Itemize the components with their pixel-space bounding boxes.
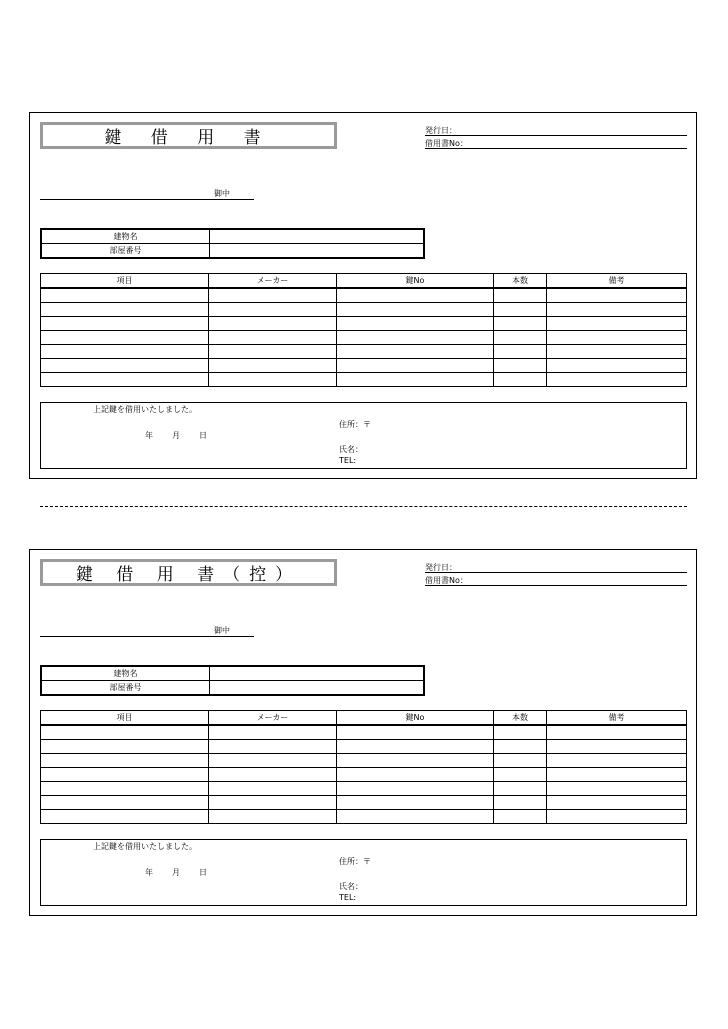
table-cell[interactable] xyxy=(209,331,337,345)
form-number-label: 借用書No： xyxy=(425,576,468,585)
building-name-field[interactable] xyxy=(210,666,425,681)
table-cell[interactable] xyxy=(209,288,337,303)
room-number-field[interactable] xyxy=(210,244,425,259)
building-name-label: 建物名 xyxy=(41,229,210,244)
table-cell[interactable] xyxy=(209,782,337,796)
table-cell[interactable] xyxy=(337,331,494,345)
table-cell[interactable] xyxy=(494,288,547,303)
table-cell[interactable] xyxy=(494,754,547,768)
name-label: 氏名： xyxy=(339,882,363,891)
table-cell[interactable] xyxy=(41,768,209,782)
column-header-maker: メーカー xyxy=(209,274,337,289)
column-header-maker: メーカー xyxy=(209,711,337,726)
key-items-table xyxy=(40,273,687,387)
statement-text: 上記鍵を借用いたしました。 xyxy=(93,405,197,414)
recipient-field[interactable] xyxy=(40,188,254,200)
table-row xyxy=(41,782,687,796)
table-cell[interactable] xyxy=(209,810,337,824)
tel-label: TEL: xyxy=(339,456,357,465)
room-number-row xyxy=(41,681,424,696)
date-month-label: 月 xyxy=(172,868,180,877)
table-row xyxy=(41,359,687,373)
form-title: 鍵 借 用 書 xyxy=(104,128,273,148)
table-cell[interactable] xyxy=(337,810,494,824)
table-cell[interactable] xyxy=(41,303,209,317)
table-cell[interactable] xyxy=(209,345,337,359)
table-cell[interactable] xyxy=(547,331,687,345)
table-cell[interactable] xyxy=(41,754,209,768)
table-cell[interactable] xyxy=(494,331,547,345)
table-cell[interactable] xyxy=(547,373,687,387)
issue-date-field[interactable] xyxy=(425,561,687,573)
column-header-item: 項目 xyxy=(41,711,209,726)
table-row xyxy=(41,317,687,331)
table-row xyxy=(41,345,687,359)
key-loan-form-copy xyxy=(29,549,697,916)
table-cell[interactable] xyxy=(494,303,547,317)
table-cell[interactable] xyxy=(209,740,337,754)
key-items-table xyxy=(40,710,687,824)
cut-line xyxy=(40,506,687,507)
form-number-field[interactable] xyxy=(425,137,687,149)
table-cell[interactable] xyxy=(337,740,494,754)
table-cell[interactable] xyxy=(209,373,337,387)
form-number-label: 借用書No： xyxy=(425,139,468,148)
column-header-key-no: 鍵No xyxy=(337,711,494,726)
date-year-label: 年 xyxy=(145,431,153,440)
address-label: 住所：〒 xyxy=(339,857,371,866)
issue-date-field[interactable] xyxy=(425,124,687,136)
table-cell[interactable] xyxy=(494,740,547,754)
table-cell[interactable] xyxy=(41,782,209,796)
table-cell[interactable] xyxy=(41,796,209,810)
table-cell[interactable] xyxy=(494,768,547,782)
table-header-row xyxy=(41,274,687,289)
building-name-field[interactable] xyxy=(210,229,425,244)
table-cell[interactable] xyxy=(337,345,494,359)
date-month-label: 月 xyxy=(172,431,180,440)
table-cell[interactable] xyxy=(337,373,494,387)
table-cell[interactable] xyxy=(547,768,687,782)
table-cell[interactable] xyxy=(41,359,209,373)
signature-box xyxy=(40,402,687,469)
table-cell[interactable] xyxy=(547,359,687,373)
column-header-quantity: 本数 xyxy=(494,274,547,289)
key-loan-form xyxy=(29,112,697,479)
recipient-suffix: 御中 xyxy=(214,626,230,635)
issue-date-label: 発行日： xyxy=(425,563,457,572)
recipient-suffix: 御中 xyxy=(214,189,230,198)
room-number-label: 部屋番号 xyxy=(41,244,210,259)
table-cell[interactable] xyxy=(494,373,547,387)
table-cell[interactable] xyxy=(494,782,547,796)
building-table xyxy=(40,228,425,259)
tel-label: TEL: xyxy=(339,893,357,902)
building-name-label: 建物名 xyxy=(41,666,210,681)
table-row xyxy=(41,331,687,345)
date-year-label: 年 xyxy=(145,868,153,877)
building-table xyxy=(40,665,425,696)
table-cell[interactable] xyxy=(209,796,337,810)
table-row xyxy=(41,288,687,303)
address-label: 住所：〒 xyxy=(339,420,371,429)
building-name-row xyxy=(41,229,424,244)
table-cell[interactable] xyxy=(41,317,209,331)
table-cell[interactable] xyxy=(547,810,687,824)
table-row xyxy=(41,740,687,754)
table-cell[interactable] xyxy=(547,345,687,359)
column-header-item: 項目 xyxy=(41,274,209,289)
table-cell[interactable] xyxy=(547,317,687,331)
table-cell[interactable] xyxy=(337,288,494,303)
table-cell[interactable] xyxy=(337,725,494,740)
table-cell[interactable] xyxy=(547,725,687,740)
building-name-row xyxy=(41,666,424,681)
form-number-field[interactable] xyxy=(425,574,687,586)
title-box xyxy=(40,559,337,586)
table-cell[interactable] xyxy=(547,754,687,768)
table-cell[interactable] xyxy=(209,303,337,317)
recipient-field[interactable] xyxy=(40,625,254,637)
table-cell[interactable] xyxy=(41,373,209,387)
table-cell[interactable] xyxy=(209,754,337,768)
title-box xyxy=(40,122,337,149)
table-row xyxy=(41,725,687,740)
column-header-remarks: 備考 xyxy=(547,711,687,726)
date-day-label: 日 xyxy=(199,868,207,877)
table-cell[interactable] xyxy=(494,796,547,810)
table-cell[interactable] xyxy=(494,359,547,373)
table-cell[interactable] xyxy=(494,317,547,331)
name-label: 氏名： xyxy=(339,445,363,454)
table-row xyxy=(41,754,687,768)
table-cell[interactable] xyxy=(337,303,494,317)
table-cell[interactable] xyxy=(41,288,209,303)
table-cell[interactable] xyxy=(209,725,337,740)
room-number-field[interactable] xyxy=(210,681,425,696)
room-number-label: 部屋番号 xyxy=(41,681,210,696)
signature-box xyxy=(40,839,687,906)
table-cell[interactable] xyxy=(41,810,209,824)
table-cell[interactable] xyxy=(41,345,209,359)
table-row xyxy=(41,796,687,810)
table-cell[interactable] xyxy=(209,768,337,782)
table-cell[interactable] xyxy=(547,303,687,317)
column-header-remarks: 備考 xyxy=(547,274,687,289)
table-cell[interactable] xyxy=(337,768,494,782)
table-cell[interactable] xyxy=(337,359,494,373)
issue-date-label: 発行日： xyxy=(425,126,457,135)
table-cell[interactable] xyxy=(209,317,337,331)
room-number-row xyxy=(41,244,424,259)
form-title: 鍵 借 用 書（控） xyxy=(75,565,302,585)
table-cell[interactable] xyxy=(494,345,547,359)
table-cell[interactable] xyxy=(41,725,209,740)
table-cell[interactable] xyxy=(337,754,494,768)
statement-text: 上記鍵を借用いたしました。 xyxy=(93,842,197,851)
table-row xyxy=(41,768,687,782)
table-cell[interactable] xyxy=(41,331,209,345)
date-day-label: 日 xyxy=(199,431,207,440)
table-cell[interactable] xyxy=(494,725,547,740)
table-cell[interactable] xyxy=(547,288,687,303)
table-header-row xyxy=(41,711,687,726)
table-cell[interactable] xyxy=(547,782,687,796)
table-cell[interactable] xyxy=(547,740,687,754)
table-cell[interactable] xyxy=(494,810,547,824)
table-row xyxy=(41,810,687,824)
table-cell[interactable] xyxy=(337,796,494,810)
column-header-quantity: 本数 xyxy=(494,711,547,726)
column-header-key-no: 鍵No xyxy=(337,274,494,289)
table-row xyxy=(41,303,687,317)
table-cell[interactable] xyxy=(337,317,494,331)
table-cell[interactable] xyxy=(547,796,687,810)
table-cell[interactable] xyxy=(209,359,337,373)
table-cell[interactable] xyxy=(41,740,209,754)
table-cell[interactable] xyxy=(337,782,494,796)
table-row xyxy=(41,373,687,387)
